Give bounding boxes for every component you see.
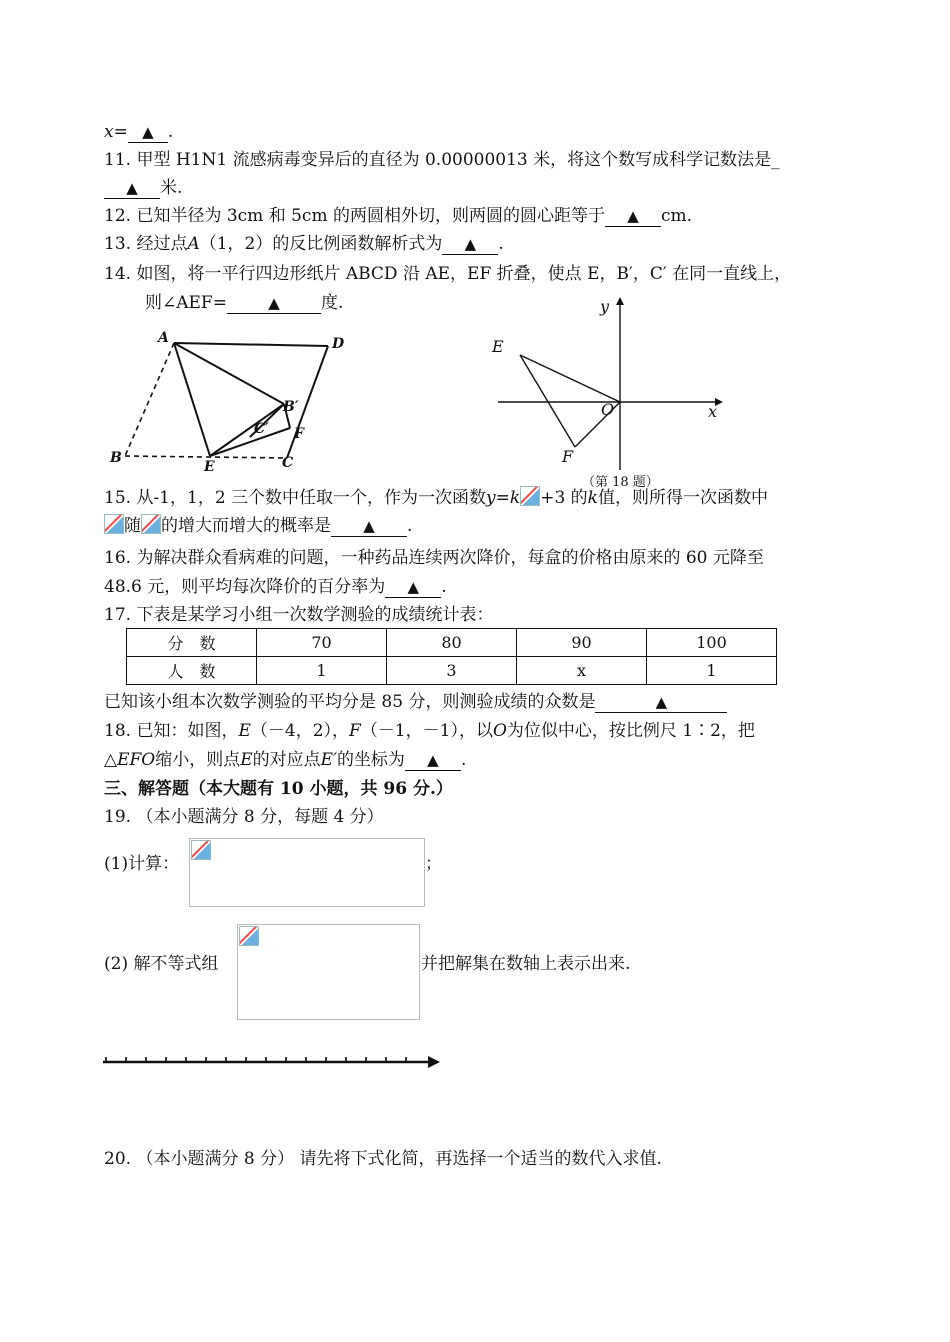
q10-tail: x= ▲ .	[104, 122, 174, 142]
label-c: C	[282, 455, 294, 471]
figure-14-parallelogram	[100, 325, 360, 475]
table-cell: 80	[387, 629, 517, 657]
question-16-cont: 48.6 元，则平均每次降价的百分率为 ▲ .	[104, 577, 447, 597]
label-x: x	[708, 402, 718, 421]
figure-18-caption: （第 18 题）	[582, 475, 659, 490]
table-cell: 90	[517, 629, 647, 657]
answer-blank[interactable]: ▲	[442, 234, 498, 255]
question-17: 17. 下表是某学习小组一次数学测验的成绩统计表：	[104, 605, 494, 625]
answer-blank[interactable]: ▲	[405, 750, 461, 771]
y-axis-arrow	[616, 297, 624, 305]
label-a: A	[158, 330, 169, 346]
number-line	[100, 1050, 445, 1072]
edge-ab-dashed	[125, 343, 174, 456]
inequality-image-placeholder	[237, 924, 420, 1020]
question-19: 19. （本小题满分 8 分，每题 4 分）	[104, 807, 384, 827]
broken-image-icon	[191, 840, 211, 860]
question-11: 11. 甲型 H1N1 流感病毒变异后的直径为 0.00000013 米，将这个数写成科学记数法是_	[104, 150, 780, 170]
question-14-cont: 则∠AEF= ▲ 度.	[145, 293, 344, 313]
table-row	[127, 629, 777, 657]
question-19-2-after: 并把解集在数轴上表示出来.	[421, 954, 631, 974]
table-cell: 70	[257, 629, 387, 657]
question-16: 16. 为解决群众看病难的问题，一种药品连续两次降价，每盒的价格由原来的 60 元降至	[104, 548, 764, 568]
question-17-cont: 已知该小组本次数学测验的平均分是 85 分，则测验成绩的众数是 ▲	[104, 690, 727, 714]
label-e: E	[204, 459, 215, 475]
question-19-1-end: ；	[425, 854, 442, 874]
table-cell: 分 数	[127, 629, 257, 657]
broken-image-icon	[104, 514, 124, 534]
question-14: 14. 如图，将一平行四边形纸片 ABCD 沿 AE，EF 折叠，使点 E，B′，C′ 在同一直线上，	[104, 264, 792, 284]
question-18: 18. 已知：如图，E（－4，2），F（－1，－1），以O为位似中心，按比例尺 1∶2，把	[104, 721, 755, 741]
question-15: 15. 从-1，1，2 三个数中任取一个，作为一次函数y=k +3 的k值，则所得一次函数中	[104, 488, 768, 508]
question-19-2-label: (2) 解不等式组	[104, 954, 219, 974]
label-b: B	[110, 450, 122, 466]
label-c-prime: C′	[254, 421, 269, 437]
answer-blank[interactable]: ▲	[128, 122, 168, 143]
label-f: F	[294, 426, 304, 442]
question-13: 13. 经过点A（1，2）的反比例函数解析式为 ▲ .	[104, 234, 504, 254]
edge-bc-dashed	[125, 456, 287, 458]
arrow-right-icon	[428, 1056, 440, 1068]
answer-blank[interactable]: ▲	[331, 516, 407, 537]
edge-eb-folded	[210, 404, 284, 456]
broken-image-icon	[239, 926, 259, 946]
formula-image-placeholder	[189, 838, 425, 907]
label-o: O	[601, 400, 615, 419]
table-cell: 3	[387, 657, 517, 685]
label-e: E	[492, 337, 504, 356]
figure-18-coordinate-plane	[480, 295, 740, 493]
question-15-cont: 随 的增大而增大的概率是 ▲ .	[104, 514, 412, 538]
question-20: 20. （本小题满分 8 分） 请先将下式化简，再选择一个适当的数代入求值.	[104, 1149, 662, 1169]
score-table	[126, 628, 777, 685]
question-19-1-label: (1)计算：	[104, 854, 180, 874]
answer-blank[interactable]: ▲	[595, 692, 727, 713]
answer-blank[interactable]: ▲	[385, 577, 441, 598]
label-b-prime: B′	[283, 399, 299, 415]
label-y: y	[600, 297, 610, 316]
edge-ad	[174, 343, 328, 346]
table-cell: x	[517, 657, 647, 685]
answer-blank[interactable]: ▲	[605, 206, 661, 227]
edge-ef	[210, 428, 290, 456]
table-row	[127, 657, 777, 685]
table-cell: 人 数	[127, 657, 257, 685]
segment-eo	[520, 355, 620, 402]
label-d: D	[332, 336, 345, 352]
table-cell: 1	[647, 657, 777, 685]
broken-image-icon	[141, 514, 161, 534]
segment-ef	[520, 355, 575, 447]
question-11-cont: ▲ 米.	[104, 176, 182, 200]
table-cell: 100	[647, 629, 777, 657]
table-cell: 1	[257, 657, 387, 685]
label-f: F	[562, 447, 574, 466]
answer-blank[interactable]: ▲	[104, 178, 160, 199]
answer-blank[interactable]: ▲	[227, 293, 321, 314]
question-18-cont: △EFO缩小，则点E的对应点E′的坐标为 ▲ .	[104, 750, 467, 770]
section-3-heading: 三、解答题（本大题有 10 小题，共 96 分.）	[104, 779, 453, 799]
question-12: 12. 已知半径为 3cm 和 5cm 的两圆相外切，则两圆的圆心距等于 ▲ cm.	[104, 206, 693, 226]
broken-image-icon	[520, 486, 540, 506]
